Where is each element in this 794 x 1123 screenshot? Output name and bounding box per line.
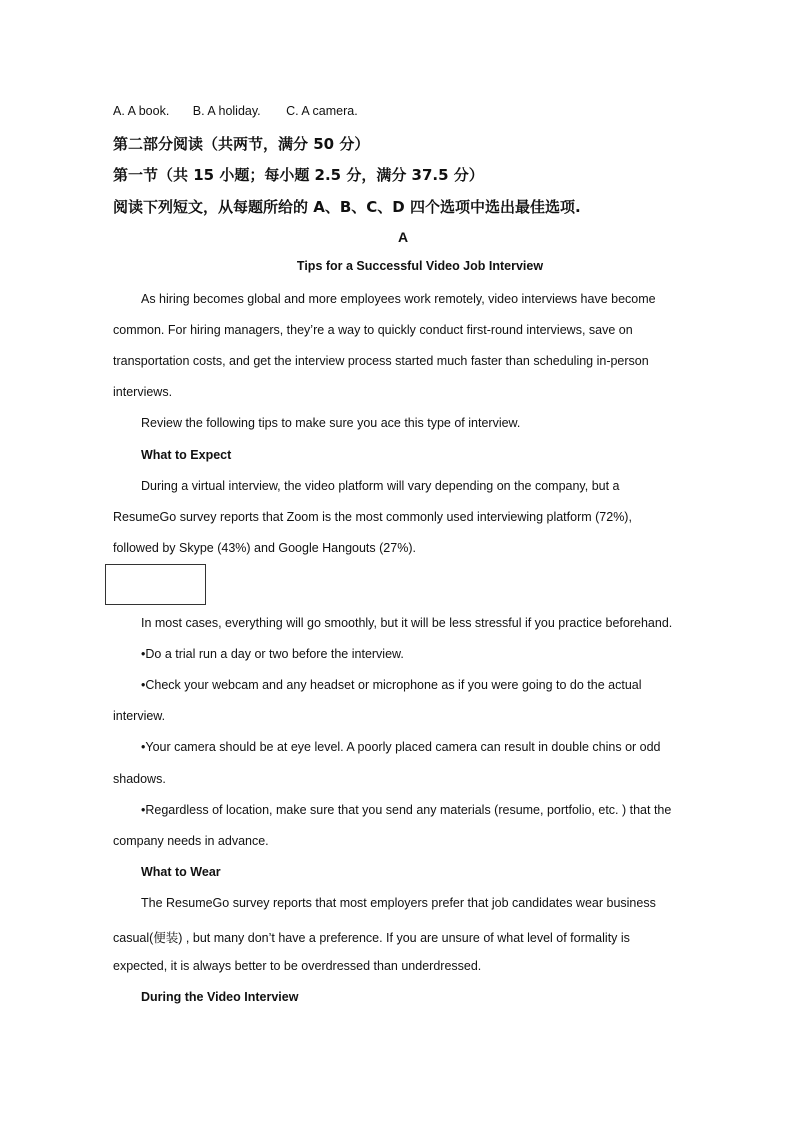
bullet-item: •Regardless of location, make sure that you send any materials (resume, portfolio, etc. ) that the [141,803,672,817]
answer-blank-box [105,564,206,605]
paragraph-line: expected, it is always better to be overdressed than underdressed. [113,959,482,973]
paragraph-line: In most cases, everything will go smoothly, but it will be less stressful if you practice beforehand. [141,616,673,630]
bullet-item: •Do a trial run a day or two before the interview. [141,647,404,661]
paragraph-line: interviews. [113,385,173,399]
subheading-what-to-expect: What to Expect [141,448,232,462]
paragraph-line: interview. [113,709,166,723]
paragraph-line: The ResumeGo survey reports that most employers prefer that job candidates wear business [141,896,656,910]
answer-options [113,104,358,118]
paragraph-line: ResumeGo survey reports that Zoom is the most commonly used interviewing platform (72%), [113,510,632,524]
option-a: A. A book. [113,104,170,118]
paragraph-line: As hiring becomes global and more employees work remotely, video interviews have become [141,292,656,306]
paragraph-line: Review the following tips to make sure you ace this type of interview. [141,416,521,430]
option-b: B. A holiday. [192,104,261,118]
bullet-item: •Check your webcam and any headset or microphone as if you were going to do the actual [141,678,642,692]
paragraph-line: followed by Skype (43%) and Google Hangouts (27%). [113,541,416,555]
paragraph-line: casual(便装) , but many don’t have a preference. If you are unsure of what level of formality is [113,931,630,945]
paragraph-line: shadows. [113,772,166,786]
section-instruction: 阅读下列短文，从每题所给的 A、B、C、D 四个选项中选出最佳选项. [113,198,581,216]
paragraph-line: common. For hiring managers, they’re a way to quickly conduct first-round interviews, save on [113,323,633,337]
paragraph-line: transportation costs, and get the interview process started much faster than scheduling in-person [113,354,649,368]
passage-letter: A [397,229,409,245]
bullet-item: •Your camera should be at eye level. A poorly placed camera can result in double chins or odd [141,740,661,754]
passage-title: Tips for a Successful Video Job Interview [296,259,544,273]
section-header-part2: 第二部分阅读（共两节，满分 50 分） [113,135,370,153]
subheading-during-interview: During the Video Interview [141,990,299,1004]
paragraph-line: During a virtual interview, the video platform will vary depending on the company, but a [141,479,620,493]
paragraph-line: company needs in advance. [113,834,269,848]
section-header-section1: 第一节（共 15 小题；每小题 2.5 分，满分 37.5 分） [113,166,484,184]
option-c: C. A camera. [286,104,358,118]
subheading-what-to-wear: What to Wear [141,865,221,879]
